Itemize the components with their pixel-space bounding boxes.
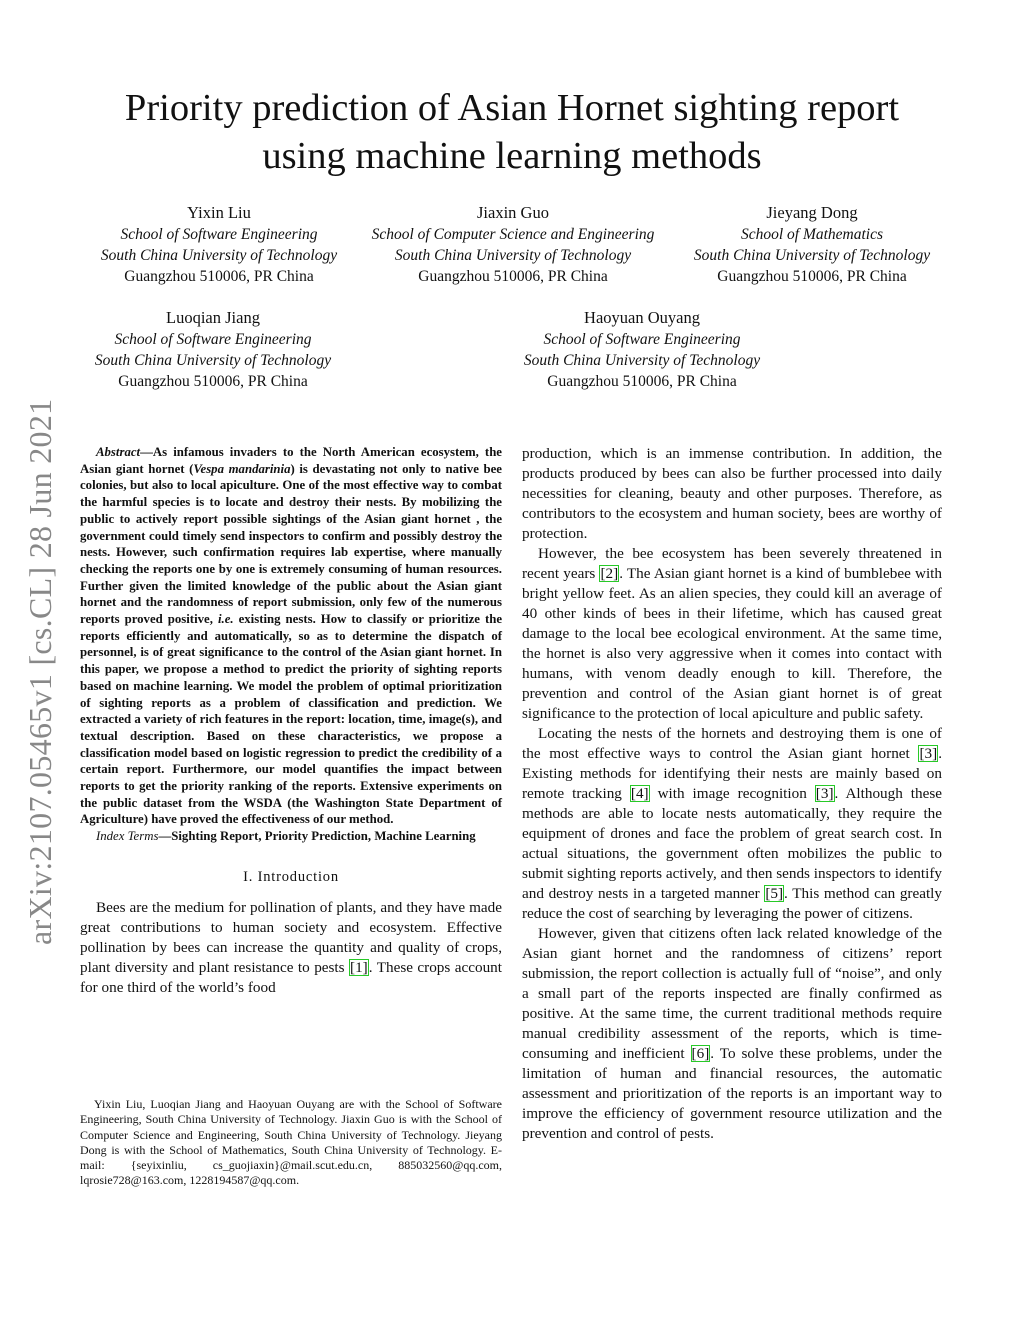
author-block-1	[86, 202, 352, 287]
author-city: Guangzhou 510006, PR China	[418, 268, 608, 285]
body-paragraph-1: production, which is an immense contribution. In addition, the products produced by bees can also be further processed into daily necessities for cleaning, beauty and other purposes. Therefore, as contributors to the ecosystem and human society, bees are worthy of protection.	[522, 445, 942, 542]
author-university: South China University of Technology	[100, 247, 338, 264]
body-paragraph-3: Locating the nests of the hornets and destroying them is one of the most effective ways to control the Asian giant hornet [3]. Existing methods for identifying their nests are mainly based on remote tracking [4] with image recognition [3]. Although these methods are able to locate nests automatically, they require the equipment of drones and face the problem of great search cost. In actual situations, the government often mobilizes the public to submit sighting reports actively, and then sends inspectors to identify and destroy nests in a targeted manner [5]. This method can greatly reduce the cost of searching by leveraging the power of citizens.	[522, 725, 943, 922]
citation-link-4[interactable]: [4]	[630, 785, 649, 802]
author-footnote: Yixin Liu, Luoqian Jiang and Haoyuan Ouyang are with the School of Software Engineering, South China University of Technology. Jiaxin Guo is with the School of Computer Science and Engineering, South China University of Technology. Jieyang Dong is with the School of Mathematics, South China University of Technology. E-mail: {seyixinliu, cs_guojiaxin}@mail.scut.edu.cn, 885032560@qq.com, lqrosie728@163.com, 1228194587@qq.com.	[80, 1097, 502, 1188]
author-block-4	[76, 307, 350, 392]
index-terms-label: Index Terms	[96, 829, 159, 844]
paper-title	[60, 84, 964, 180]
citation-link-1[interactable]: [1]	[350, 958, 368, 976]
author-name: Haoyuan Ouyang	[584, 308, 700, 327]
author-city: Guangzhou 510006, PR China	[547, 373, 737, 390]
author-city: Guangzhou 510006, PR China	[124, 268, 314, 285]
abstract: Abstract—As infamous invaders to the North American ecosystem, the Asian giant hornet (Vespa mandarinia) is devastating not only to native bee colonies, but also to local apiculture. One of the most effective way to combat the harmful species is to locate and destroy their nests. By mobilizing the public to actively report possible sightings of the Asian giant hornet , the government could timely send inspectors to confirm and possibly destroy the nests. However, such confirmation requires lab expertise, where manually checking the reports one by one is extremely consuming of human resources. Further given the limited knowledge of the public about the Asian giant hornet and the randomness of report submission, only few of the numerous reports proved positive, i.e. existing nests. How to classify or prioritize the reports efficiently and automatically, so as to determine the dispatch of personnel, is of great significance to the control of the Asian giant hornet. In this paper, we propose a method to predict the priority of sighting reports based on machine learning. We model the problem of optimal prioritization of sighting reports as a problem of classification and prediction. We extracted a variety of rich features in the report: location, time, image(s), and textual description. Based on these characteristics, we propose a classification model based on logistic regression to predict the credibility of a certain report. Furthermore, our model quantifies the impact between reports to get the priority ranking of the reports. Extensive experiments on the public dataset from the WSDA (the Washington State Department of Agriculture) have proved the effectiveness of our method.	[80, 445, 503, 827]
author-name: Jiaxin Guo	[477, 203, 549, 222]
citation-link-5[interactable]: [5]	[765, 885, 784, 902]
abstract-label: Abstract	[96, 445, 141, 459]
author-name: Jieyang Dong	[766, 203, 858, 222]
author-department: School of Software Engineering	[543, 331, 741, 348]
citation-link-3[interactable]: [3]	[919, 745, 938, 762]
author-department: School of Mathematics	[740, 226, 884, 243]
right-column	[522, 444, 942, 1144]
author-university: South China University of Technology	[394, 247, 632, 264]
author-department: School of Software Engineering	[120, 226, 318, 243]
body-paragraph-2: However, the bee ecosystem has been severely threatened in recent years [2]. The Asian giant hornet is a kind of bumblebee with bright yellow feet. As an alien species, they could kill an average of 40 other kinds of bees in their lifetime, which has caused great damage to the local bee ecological environment. At the same time, the hornet is also very aggressive when it comes into contact with humans, with venom deadly enough to kill. Therefore, the prevention and control of the Asian giant hornet is of great significance to the protection of local apiculture and public safety.	[522, 545, 942, 722]
author-department: School of Software Engineering	[114, 331, 312, 348]
citation-link-6[interactable]: [6]	[691, 1045, 710, 1062]
author-block-2	[352, 202, 674, 287]
author-city: Guangzhou 510006, PR China	[717, 268, 907, 285]
title-line-2: using machine learning methods	[262, 135, 762, 177]
intro-paragraph-1: Bees are the medium for pollination of plants, and they have made great contributions to human society and ecosystem. Effective pollination by bees can increase the quantity and quality of crops, plant diversity and plant resistance to pests [1]. These crops account for one third of the world’s food	[80, 898, 502, 996]
index-terms: Index Terms—Sighting Report, Priority Prediction, Machine Learning	[96, 829, 476, 844]
author-name: Yixin Liu	[187, 203, 251, 222]
author-university: South China University of Technology	[94, 352, 332, 369]
citation-link-2[interactable]: [2]	[600, 565, 619, 582]
species-name: Vespa mandarinia	[193, 461, 291, 476]
author-university: South China University of Technology	[523, 352, 761, 369]
citation-link-3b[interactable]: [3]	[815, 785, 834, 802]
left-column	[80, 444, 502, 998]
author-block-3	[674, 202, 950, 287]
author-department: School of Computer Science and Engineering	[371, 226, 655, 243]
author-city: Guangzhou 510006, PR China	[118, 373, 308, 390]
author-university: South China University of Technology	[693, 247, 931, 264]
author-name: Luoqian Jiang	[166, 308, 260, 327]
body-paragraph-4: However, given that citizens often lack related knowledge of the Asian giant hornet and the randomness of citizens’ report submission, the report collection is actually full of “noise”, and only a small part of the reports inspected are finally confirmed as positive. At the same time, the current traditional methods require manual credibility assessment of the reports, which is time-consuming and inefficient [6]. To solve these problems, under the limitation of human and financial resources, the automatic assessment and prioritization of the reports is an important way to improve the efficiency of government resource utilization and the prevention and control of pests.	[522, 925, 942, 1142]
author-block-5	[506, 307, 778, 392]
section-heading-introduction: I. Introduction	[243, 868, 339, 885]
arxiv-identifier: arXiv:2107.05465v1 [cs.CL] 28 Jun 2021	[22, 398, 58, 945]
title-line-1: Priority prediction of Asian Hornet sighting report	[124, 87, 900, 129]
